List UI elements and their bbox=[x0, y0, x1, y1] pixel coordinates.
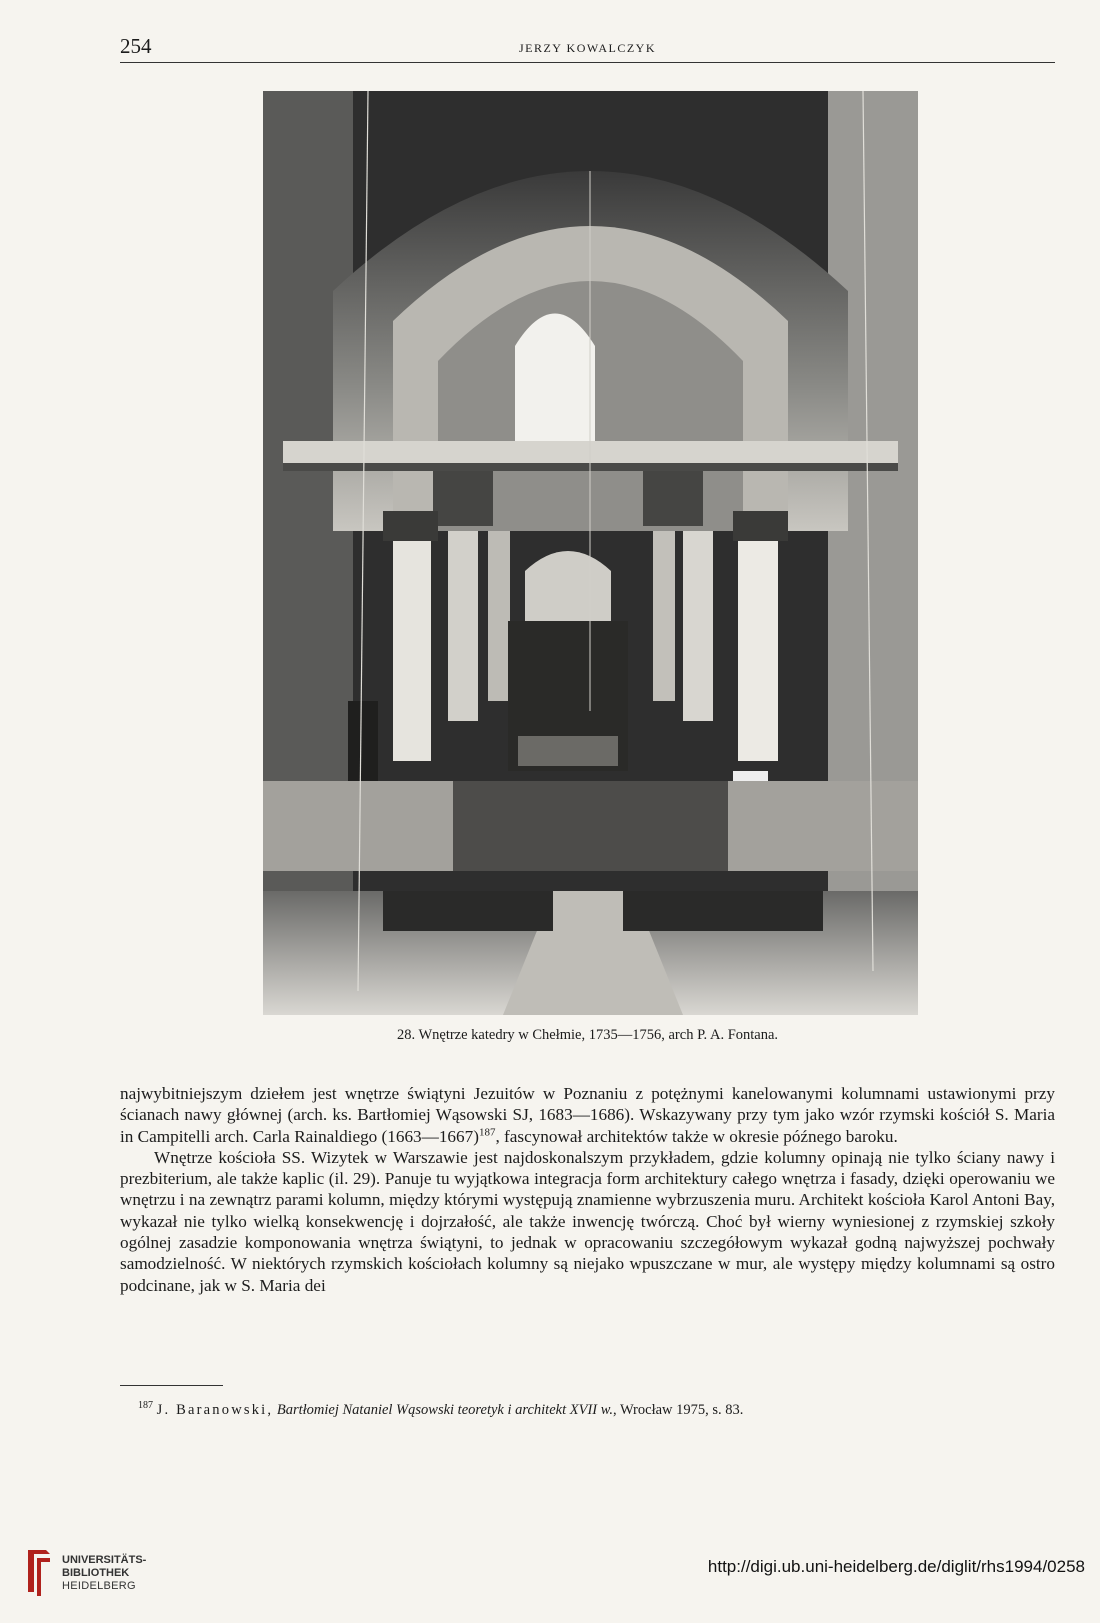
paragraph-1-text-end: , fascynował architektów także w okresie późnego baroku. bbox=[495, 1126, 898, 1146]
running-head: JERZY KOWALCZYK bbox=[518, 41, 657, 55]
library-name bbox=[62, 1554, 146, 1593]
page-number: 254 bbox=[120, 34, 152, 58]
cathedral-interior-illustration bbox=[263, 91, 918, 1015]
footnote-title: Bartłomiej Nataniel Wąsowski teoretyk i architekt XVII w. bbox=[276, 1402, 613, 1418]
footnote-number: 187 bbox=[138, 1400, 153, 1412]
source-url-link[interactable]: http://digi.ub.uni-heidelberg.de/diglit/rhs1994/0258 bbox=[707, 1557, 1085, 1576]
paragraph-2: Wnętrze kościoła SS. Wizytek w Warszawie jest najdoskonalszym przykładem, gdzie kolumny opinają nie tylko ściany nawy i prezbiterium, ale także kaplic (il. 29). Panuje tu wyjątkowa integracja form architektury całego wnętrza i fasady, dzięki operowaniu we wnętrzu i na zewnątrz parami kolumn, między którymi występują znamienne wybrzuszenia muru. Architekt kościoła Karol Antoni Bay, wykazał nie tylko wielką konsekwencję i dojrzałość, ale także inwencję twórczą. Choć był wierny wyniesionej z rzymskiej szkoły ogólnej zasadzie komponowania wnętrza świątyni, to jednak w opracowaniu szczegółowym wykazał godną najwyższej pochwały samodzielność. W niektórych rzymskich kościołach kolumny są niejako wpuszczane w mur, ale występy między kolumnami są ostro podcinane, jak w S. Maria dei bbox=[120, 1147, 1055, 1295]
figure-caption: 28. Wnętrze katedry w Chełmie, 1735—1756, arch P. A. Fontana. bbox=[396, 1027, 779, 1043]
paragraph-1 bbox=[120, 1083, 1055, 1147]
library-name-line-1: UNIVERSITÄTS- bbox=[62, 1554, 147, 1566]
library-name-line-2: BIBLIOTHEK bbox=[62, 1567, 130, 1579]
footnote bbox=[138, 1402, 743, 1419]
page-footer bbox=[0, 1524, 1100, 1623]
footnote-divider bbox=[120, 1385, 223, 1386]
paragraph-1-text: najwybitniejszym dziełem jest wnętrze świątyni Jezuitów w Poznaniu z potężnymi kanelowanymi kolumnami ustawionymi przy ścianach nawy głównej (arch. ks. Bartłomiej Wąsowski SJ, 1683—1686). Wskazywany przy tym jako wzór rzymski kościół S. Maria in Campitelli arch. Carla Rainaldiego (1663—1667) bbox=[120, 1084, 1055, 1146]
body-text bbox=[120, 1083, 1055, 1296]
cathedral-interior-photo bbox=[263, 91, 918, 1015]
footnote-author: J. Baranowski, bbox=[156, 1402, 274, 1418]
footnote-reference: 187 bbox=[478, 1125, 496, 1138]
footnote-rest: , Wrocław 1975, s. 83. bbox=[612, 1402, 744, 1418]
library-logo-icon bbox=[24, 1544, 54, 1600]
library-name-line-3: HEIDELBERG bbox=[62, 1580, 136, 1592]
page-header bbox=[120, 34, 1055, 63]
